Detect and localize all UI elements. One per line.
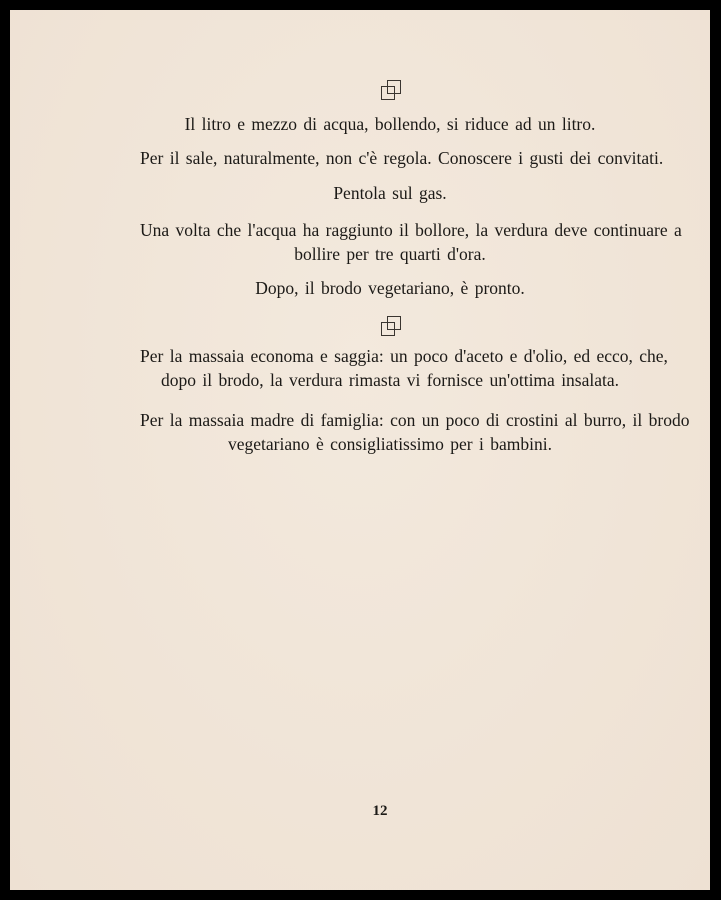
paragraph-line: Per il sale, naturalmente, non c'è regola. Conoscere i gusti dei convitati. xyxy=(140,148,664,168)
paragraph-line: Una volta che l'acqua ha raggiunto il bollore, la verdura deve continuare a xyxy=(140,220,682,240)
paragraph-line: Per la massaia madre di famiglia: con un poco di crostini al burro, il brodo xyxy=(140,410,690,430)
page-number: 12 xyxy=(372,803,388,819)
book-page xyxy=(10,10,710,890)
paragraph-line: bollire per tre quarti d'ora. xyxy=(294,244,486,264)
paragraph-line: Pentola sul gas. xyxy=(333,183,447,203)
overlapping-squares-ornament-icon xyxy=(380,316,402,336)
overlapping-squares-ornament-icon xyxy=(380,80,402,100)
paragraph-line: Il litro e mezzo di acqua, bollendo, si riduce ad un litro. xyxy=(184,114,596,134)
paragraph-line: Dopo, il brodo vegetariano, è pronto. xyxy=(255,278,525,298)
paragraph-line: Per la massaia economa e saggia: un poco d'aceto e d'olio, ed ecco, che, xyxy=(140,346,668,366)
paragraph-line: dopo il brodo, la verdura rimasta vi fornisce un'ottima insalata. xyxy=(160,370,620,390)
paragraph-line: vegetariano è consigliatissimo per i bambini. xyxy=(228,434,552,454)
